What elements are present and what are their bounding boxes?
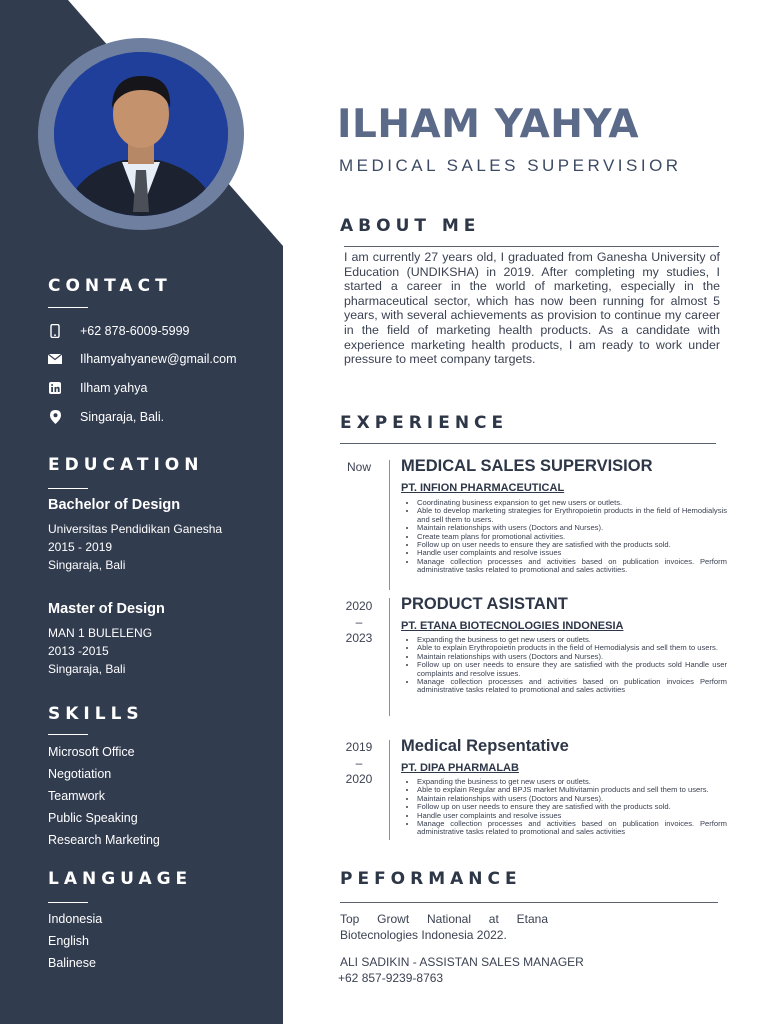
contact-divider [48,307,88,308]
job-company: PT. DIPA PHARMALAB [401,762,519,774]
email-icon [48,354,62,364]
candidate-title: MEDICAL SALES SUPERVISIOR [339,156,682,175]
language-item: English [48,934,89,948]
job-title: MEDICAL SALES SUPERVISIOR [401,457,653,475]
job-duty: • Follow up on user needs to ensure they are satisfied with the products sold. [417,541,727,549]
contact-email [48,352,237,366]
about-text: I am currently 27 years old, I graduated from Ganesha University of Education (UNDIKSHA) in 2019. After completing my studies, I started a career in the world of marketing, especially in the pharmaceutical sector, which has now been running for almost 5 years, with several achievements as provision to continue my career in the field of marketing health products. As a candidate with experience marketing health products, I am ready to work under pressure to meet company targets. [344,250,720,367]
education-school: Universitas Pendidikan Ganesha [48,522,223,536]
reference-phone: +62 857-9239-8763 [338,971,444,985]
timeline-line [389,740,390,840]
job-duty: • Able to explain Regular and BPJS market Multivitamin products and sell them to users. [417,786,727,794]
job-duty: • Maintain relationships with users (Doctors and Nurses). [417,795,727,803]
timeline-line [389,460,390,590]
job-date-start: Now [346,460,371,474]
education-degree: Master of Design [48,601,165,617]
reference-name: ALI SADIKIN - ASSISTAN SALES MANAGER [340,955,584,969]
job-date [339,459,379,475]
education-years: 2013 -2015 [48,644,109,658]
skill-item: Negotiation [48,767,112,781]
job-duty: • Maintain relationships with users (Doctors and Nurses). [417,524,727,532]
job-duty: • Follow up on user needs to ensure they are satisfied with the products sold Handle user complaints and resolve issues. [417,661,727,678]
education-place: Singaraja, Bali [48,662,126,676]
job-date-start: 2020 [345,599,373,613]
contact-heading: CONTACT [48,276,172,296]
job-duties [405,778,727,837]
job-duty: • Able to explain Erythropoietin products in the field of Hemodialysis and sell them to users. [417,644,727,652]
job-date-dash: – [355,615,363,629]
candidate-name: ILHAM YAHYA [337,102,640,147]
language-list [48,908,102,974]
experience-heading: EXPERIENCE [340,413,509,433]
skill-item: Research Marketing [48,833,160,847]
job-date-dash: – [355,756,363,770]
performance-achievement-line2: Biotecnologies Indonesia 2022. [340,928,507,942]
job-duty: • Manage collection processes and activities based on publication invoices Perform administrative tasks related to promotional and sales activities [417,678,727,695]
education-school: MAN 1 BULELENG [48,626,153,640]
skill-item: Teamwork [48,789,105,803]
skill-item: Microsoft Office [48,745,135,759]
education-place: Singaraja, Bali [48,558,126,572]
job-company: PT. INFION PHARMACEUTICAL [401,482,565,494]
linkedin-text: Ilham yahya [80,381,148,395]
job-duty: • Able to develop marketing strategies for Erythropoietin products in the field of Hemodialysis and sell them to users. [417,507,727,524]
job-duty: • Maintain relationships with users (Doctors and Nurses). [417,653,727,661]
location-text: Singaraja, Bali. [80,410,165,424]
about-divider [344,246,719,247]
skills-heading: SKILLS [48,704,144,724]
job-duty: • Handle user complaints and resolve issues [417,549,727,557]
performance-divider [340,902,718,903]
job-date-end: 2020 [345,772,373,786]
education-divider [48,488,88,489]
job-duty: • Expanding the business to get new users or outlets. [417,778,727,786]
skills-divider [48,734,88,735]
education-degree: Bachelor of Design [48,497,181,513]
education-years: 2015 - 2019 [48,540,113,554]
job-date-start: 2019 [345,740,373,754]
job-duty: • Handle user complaints and resolve issues [417,812,727,820]
person-illustration [54,52,228,216]
job-duty: • Create team plans for promotional activities. [417,533,727,541]
phone-text: +62 878-6009-5999 [80,324,190,338]
language-item: Balinese [48,956,96,970]
job-duties [405,636,727,695]
language-item: Indonesia [48,912,103,926]
job-duty: • Coordinating business expansion to get new users or outlets. [417,499,727,507]
job-date-end: 2023 [345,631,373,645]
job-title: Medical Repsentative [401,737,569,755]
linkedin-icon [48,382,62,394]
contact-phone [48,324,189,338]
skills-list [48,741,160,851]
job-title: PRODUCT ASISTANT [401,595,568,613]
phone-icon [48,324,62,338]
timeline-line [389,598,390,716]
performance-achievement-line1: Top Growt National at Etana [340,912,548,926]
contact-location [48,410,164,424]
job-duty: • Manage collection processes and activities based on publication invoices. Perform administrative tasks related to promotional and sales activities [417,820,727,837]
job-duty: • Manage collection processes and activities based on publication invoices. Perform administrative tasks related to promotional and sales activities. [417,558,727,575]
profile-photo [54,52,228,216]
skill-item: Public Speaking [48,811,138,825]
job-duty: • Expanding the business to get new users or outlets. [417,636,727,644]
contact-linkedin [48,381,147,395]
language-divider [48,902,88,903]
education-item [48,601,165,678]
job-duty: • Follow up on user needs to ensure they are satisfied with the products sold. [417,803,727,811]
job-date [339,598,379,646]
about-heading: ABOUT ME [340,216,481,236]
location-pin-icon [48,410,62,424]
email-text: Ilhamyahyanew@gmail.com [80,352,237,366]
job-company: PT. ETANA BIOTECNOLOGIES INDONESIA [401,620,624,632]
job-duties [405,499,727,575]
job-date [339,739,379,787]
education-heading: EDUCATION [48,455,204,475]
education-item [48,497,222,574]
experience-divider [340,443,716,444]
performance-heading: PEFORMANCE [340,869,522,889]
language-heading: LANGUAGE [48,869,193,889]
